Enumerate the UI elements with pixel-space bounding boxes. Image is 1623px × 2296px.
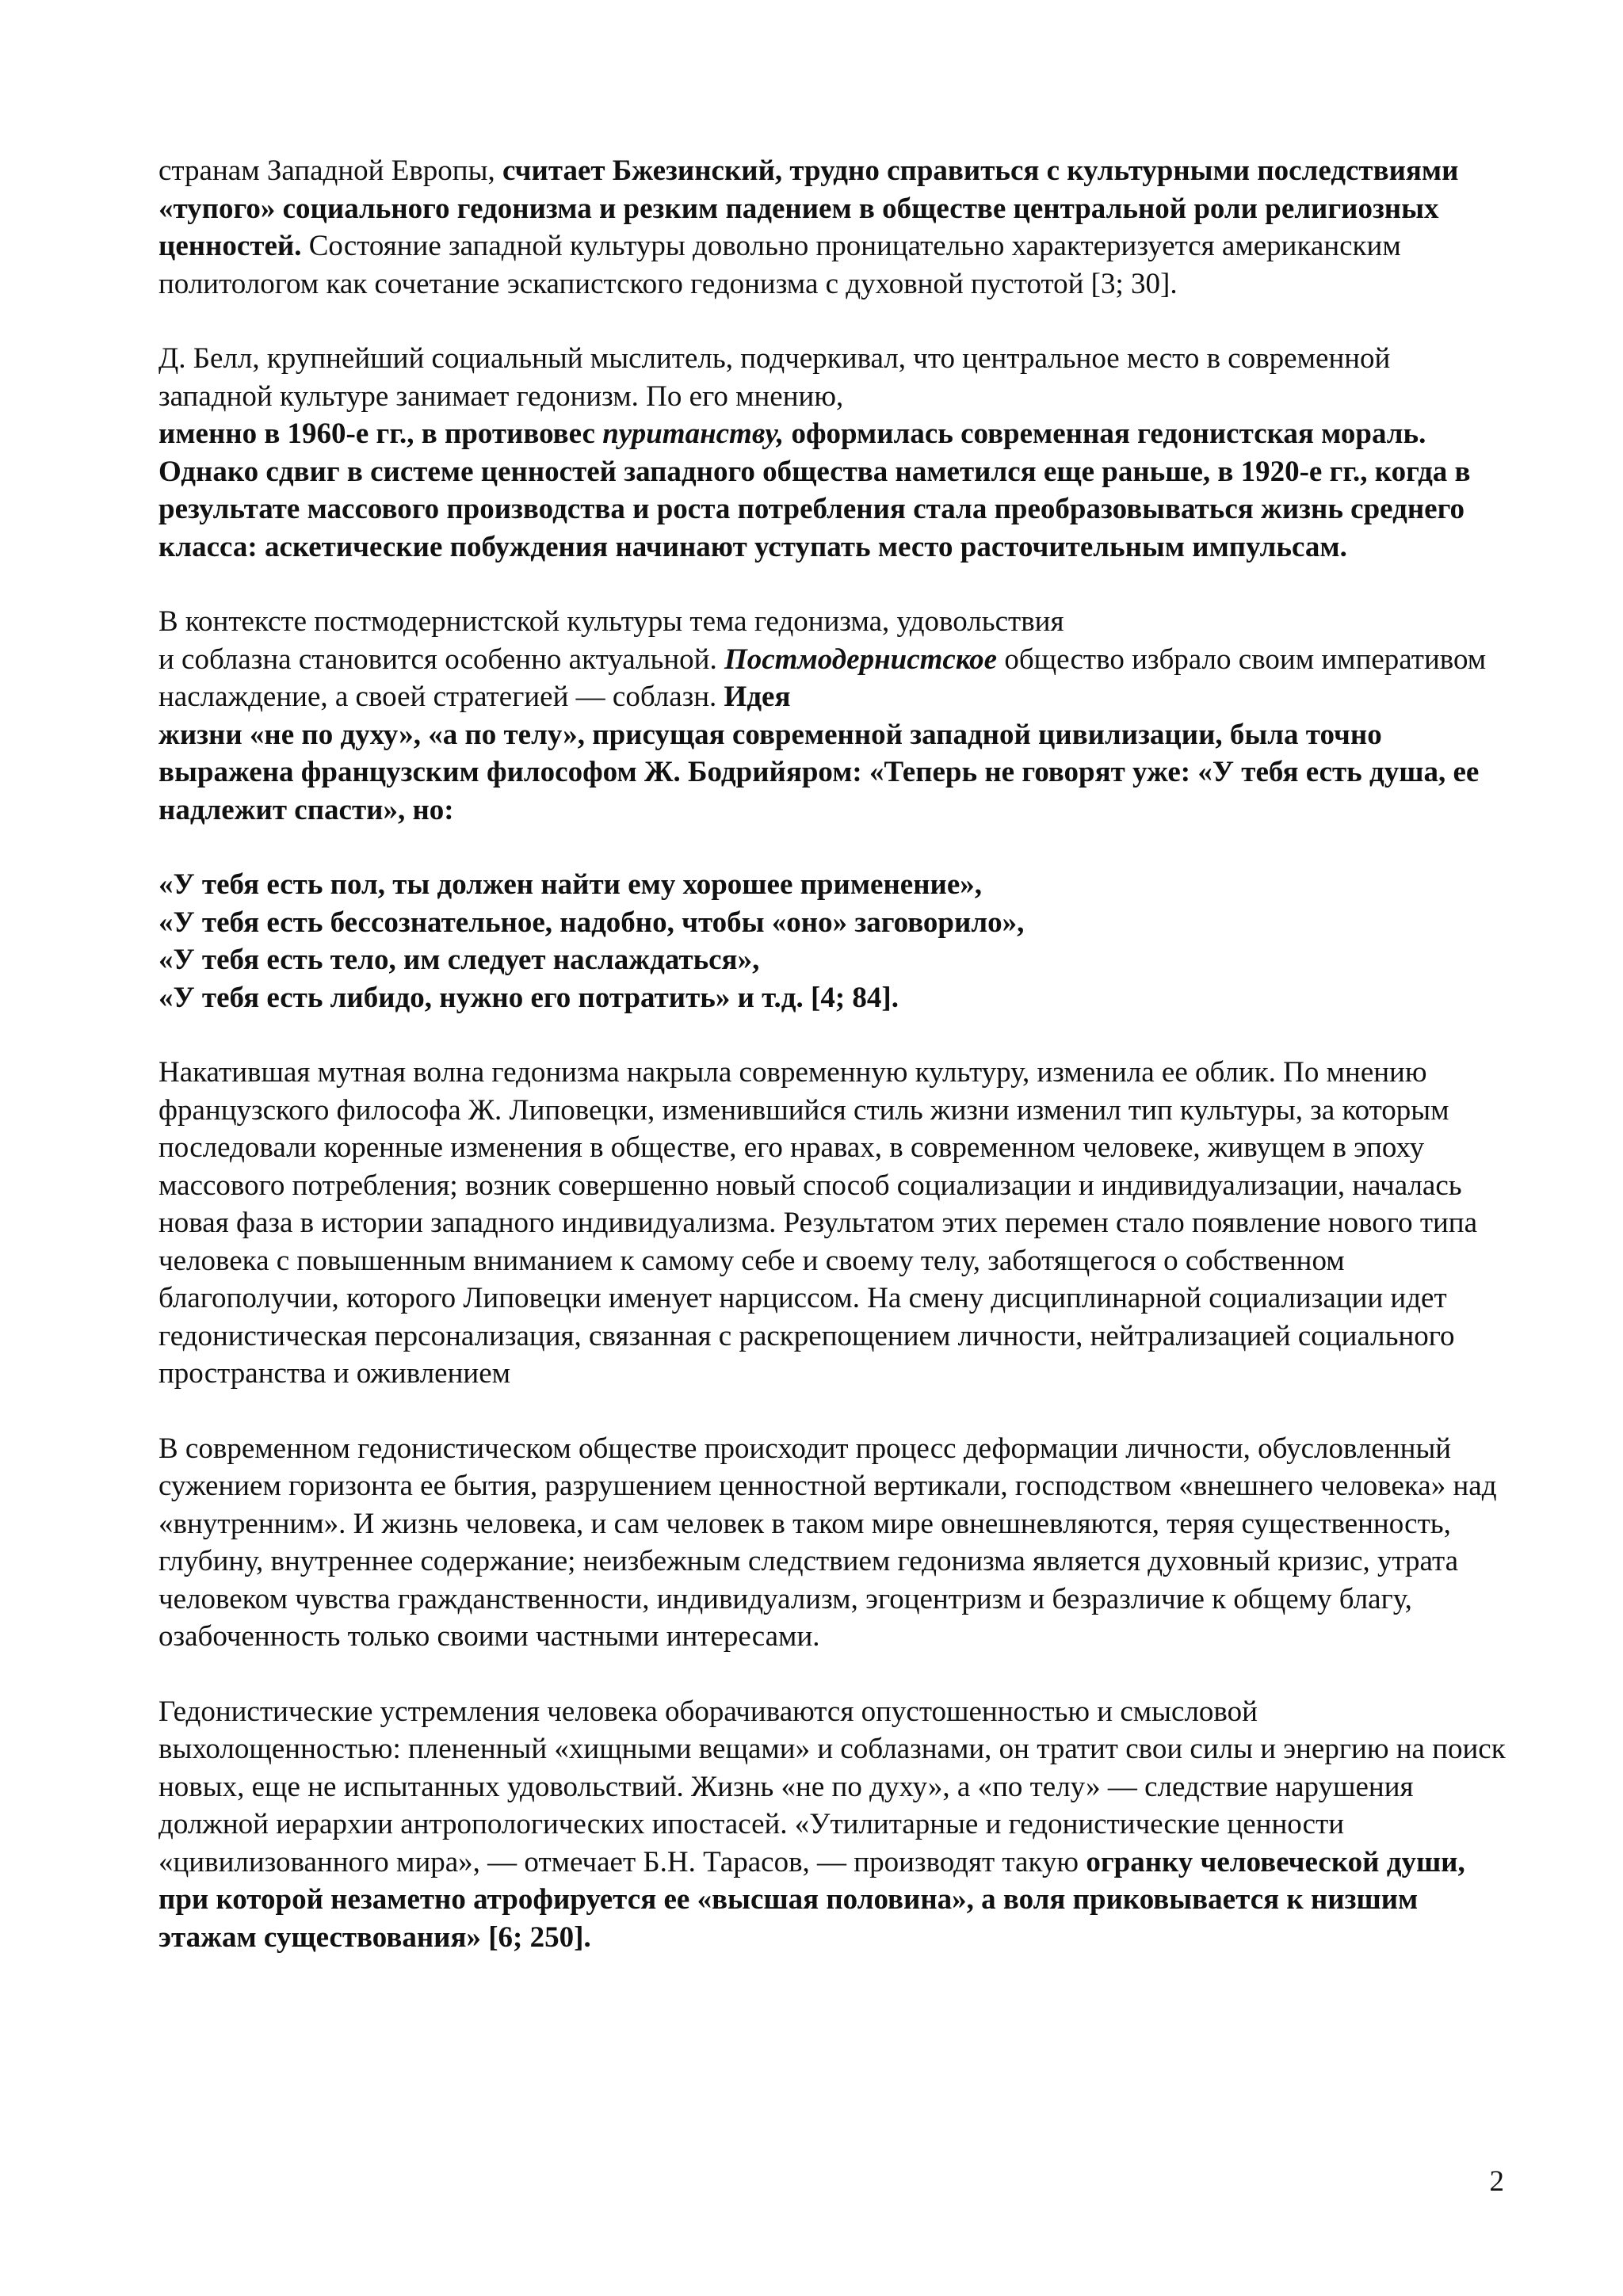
quote-line: «У тебя есть бессознательное, надобно, чтобы «оно» заговорило», xyxy=(158,906,1025,939)
text-segment: В контексте постмодернистской культуры тема гедонизма, удовольствия xyxy=(158,605,1064,638)
text-segment-bold-italic: Постмодернистское xyxy=(724,643,998,676)
text-segment-bold: оформилась современная гедонистская мораль. Однако сдвиг в системе ценностей западного общества наметился еще раньше, в 1920-е гг., когда в результате массового производства и роста потребления стала преобразовываться жизнь среднего класса: аскетические побуждения начинают уступать место расточительным импульсам. xyxy=(158,418,1471,563)
document-body xyxy=(158,152,1506,1993)
text-segment-bold: именно в 1960-е гг., в противовес xyxy=(158,418,603,450)
text-segment: Д. Белл, крупнейший социальный мыслитель, подчеркивал, что центральное место в современной западной культуре занимает гедонизм. По его мнению, xyxy=(158,342,1391,413)
paragraph xyxy=(158,1054,1506,1393)
quote-line: «У тебя есть тело, им следует наслаждаться», xyxy=(158,944,760,976)
quote-list xyxy=(158,866,1506,1016)
quote-line: «У тебя есть пол, ты должен найти ему хорошее применение», xyxy=(158,868,982,901)
text-segment: общество избрало своим императивом наслаждение, а своей стратегией — соблазн. xyxy=(158,643,1487,713)
text-segment-bold-italic: пуританству, xyxy=(602,418,785,450)
page-number: 2 xyxy=(1489,2165,1504,2198)
text-segment: В современном гедонистическом обществе происходит процесс деформации личности, обусловленный сужением горизонта ее бытия, разрушением ценностной вертикали, господством «внешнего человека» над «внутренним». И жизнь человека, и сам человек в таком мире овнешневляются, теряя существенность, глубину, внутреннее содержание; неизбежным следствием гедонизма является духовный кризис, утрата человеком чувства гражданственности, индивидуализм, эгоцентризм и безразличие к общему благу, озабоченность только своими частными интересами. xyxy=(158,1432,1497,1653)
paragraph xyxy=(158,152,1506,303)
quote-line: «У тебя есть либидо, нужно его потратить» и т.д. [4; 84]. xyxy=(158,981,899,1014)
paragraph xyxy=(158,340,1506,566)
text-segment: Гедонистические устремления человека оборачиваются опустошенностью и смысловой выхолощенностью: плененный «хищными вещами» и соблазнами, он тратит свои силы и энергию на поиск новых, еще не испытанных удовольствий. Жизнь «не по духу», а «по телу» — следствие нарушения должной иерархии антропологических ипостасей. «Утилитарные и гедонистические ценности «цивилизованного мира», — отмечает Б.Н. Тарасов, — производят такую xyxy=(158,1695,1506,1878)
text-segment-bold: жизни «не по духу», «а по телу», присущая современной западной цивилизации, была точно выражена французским философом Ж. Бодрийяром: «Теперь не говорят уже: «У тебя есть душа, ее надлежит спасти», но: xyxy=(158,718,1480,826)
text-segment: странам Западной Европы, xyxy=(158,154,502,187)
text-segment-bold: считает Бжезинский, трудно справиться с культурными последствиями «тупого» социального гедонизма и резким падением в обществе центральной роли религиозных ценностей. xyxy=(158,154,1459,262)
text-segment-bold: огранку человеческой души, при которой незаметно атрофируется ее «высшая половина», а воля приковывается к низшим этажам существования» [6; 250]. xyxy=(158,1845,1465,1954)
text-segment: Накатившая мутная волна гедонизма накрыла современную культуру, изменила ее облик. По мнению французского философа Ж. Липовецки, изменившийся стиль жизни изменил тип культуры, за которым последовали коренные изменения в обществе, его нравах, в современном человеке, живущем в эпоху массового потребления; возник совершенно новый способ социализации и индивидуализации, началась новая фаза в истории западного индивидуализма. Результатом этих перемен стало появление нового типа человека с повышенным вниманием к самому себе и своему телу, заботящегося о собственном благополучии, которого Липовецки именует нарциссом. На смену дисциплинарной социализации идет гедонистическая персонализация, связанная с раскрепощением личности, нейтрализацией социального пространства и оживлением xyxy=(158,1056,1478,1390)
text-segment: Состояние западной культуры довольно проницательно характеризуется американским политологом как сочетание эскапистского гедонизма с духовной пустотой [3; 30]. xyxy=(158,230,1401,300)
paragraph xyxy=(158,1430,1506,1656)
paragraph xyxy=(158,1693,1506,1957)
paragraph xyxy=(158,603,1506,829)
text-segment: и соблазна становится особенно актуальной. xyxy=(158,643,724,676)
text-segment-bold: Идея xyxy=(724,681,791,713)
